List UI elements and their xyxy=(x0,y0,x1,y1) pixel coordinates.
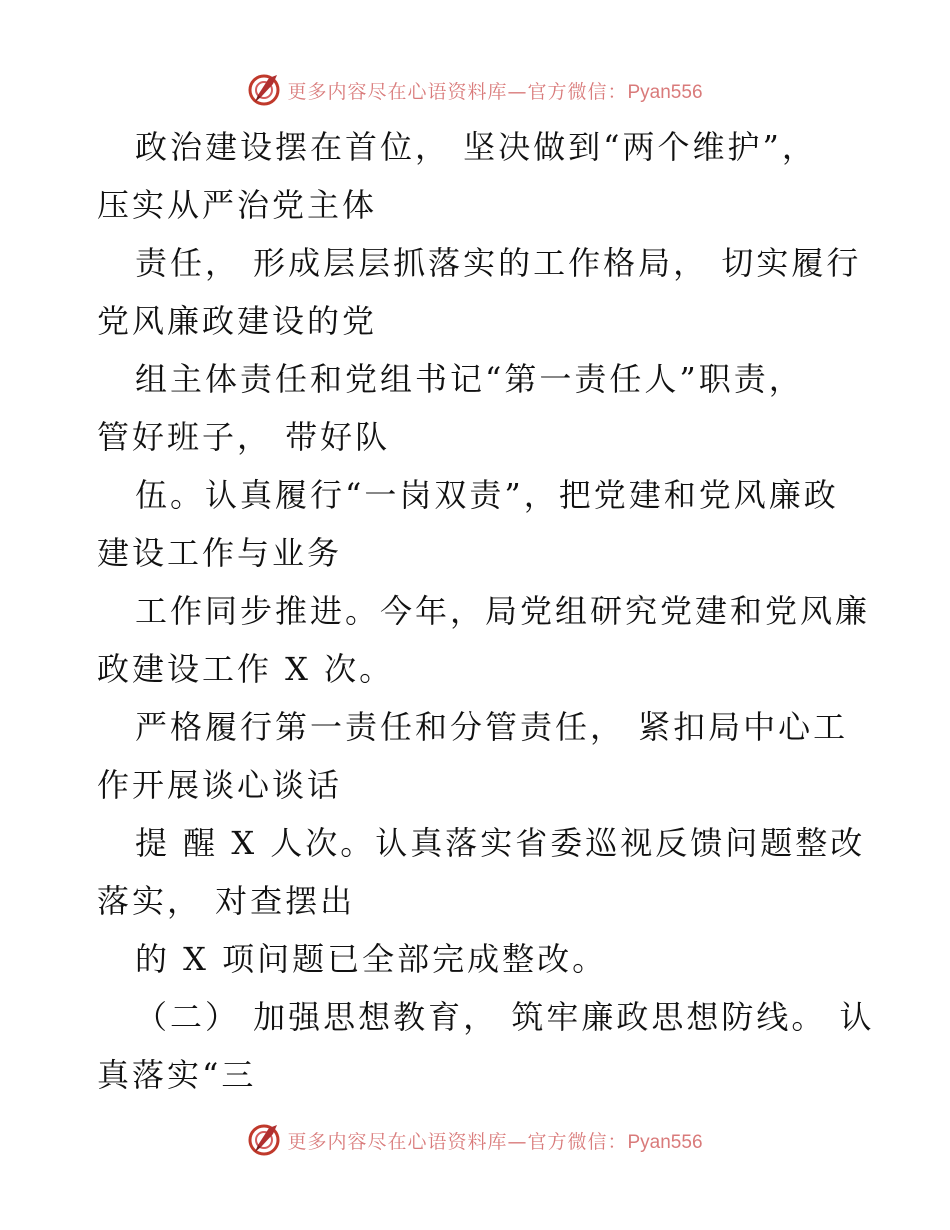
header-watermark xyxy=(0,70,950,110)
text-line: （二） 加强思想教育， 筑牢廉政思想防线。 认 xyxy=(135,998,875,1036)
text-line: 落实， 对查摆出 xyxy=(97,882,356,920)
text-line: 管好班子， 带好队 xyxy=(97,418,391,456)
text-line: 政建设工作 X 次。 xyxy=(97,650,395,688)
text-line: 工作同步推进。今年，局党组研究党建和党风廉 xyxy=(135,592,871,630)
text-line: 真落实“三 xyxy=(97,1056,257,1094)
watermark-text-cn: 更多内容尽在心语资料库—官方微信： xyxy=(287,80,628,103)
watermark-text-cn: 更多内容尽在心语资料库—官方微信： xyxy=(287,1130,628,1153)
text-line: 提 醒 X 人次。认真落实省委巡视反馈问题整改 xyxy=(135,824,866,862)
text-line: 建设工作与业务 xyxy=(97,534,343,572)
footer-watermark xyxy=(0,1120,950,1160)
text-line: 政治建设摆在首位， 坚决做到“两个维护”， xyxy=(135,128,817,166)
watermark-text-latin: Pyan556 xyxy=(627,1131,703,1153)
text-line: 压实从严治党主体 xyxy=(97,186,378,224)
text-line: 严格履行第一责任和分管责任， 紧扣局中心工 xyxy=(135,708,849,746)
document-body xyxy=(97,118,877,1104)
text-line: 组主体责任和党组书记“第一责任人”职责， xyxy=(135,360,804,398)
watermark-text xyxy=(287,77,702,104)
text-line: 作开展谈心谈话 xyxy=(97,766,343,804)
quill-logo-icon xyxy=(247,1123,281,1157)
text-line: 的 X 项问题已全部完成整改。 xyxy=(135,940,608,978)
text-line: 党风廉政建设的党 xyxy=(97,302,378,340)
watermark-text xyxy=(287,1127,702,1154)
quill-logo-icon xyxy=(247,73,281,107)
text-line: 伍。认真履行“一岗双责”，把党建和党风廉政 xyxy=(135,476,839,514)
watermark-text-latin: Pyan556 xyxy=(627,81,703,103)
text-line: 责任， 形成层层抓落实的工作格局， 切实履行 xyxy=(135,244,862,282)
